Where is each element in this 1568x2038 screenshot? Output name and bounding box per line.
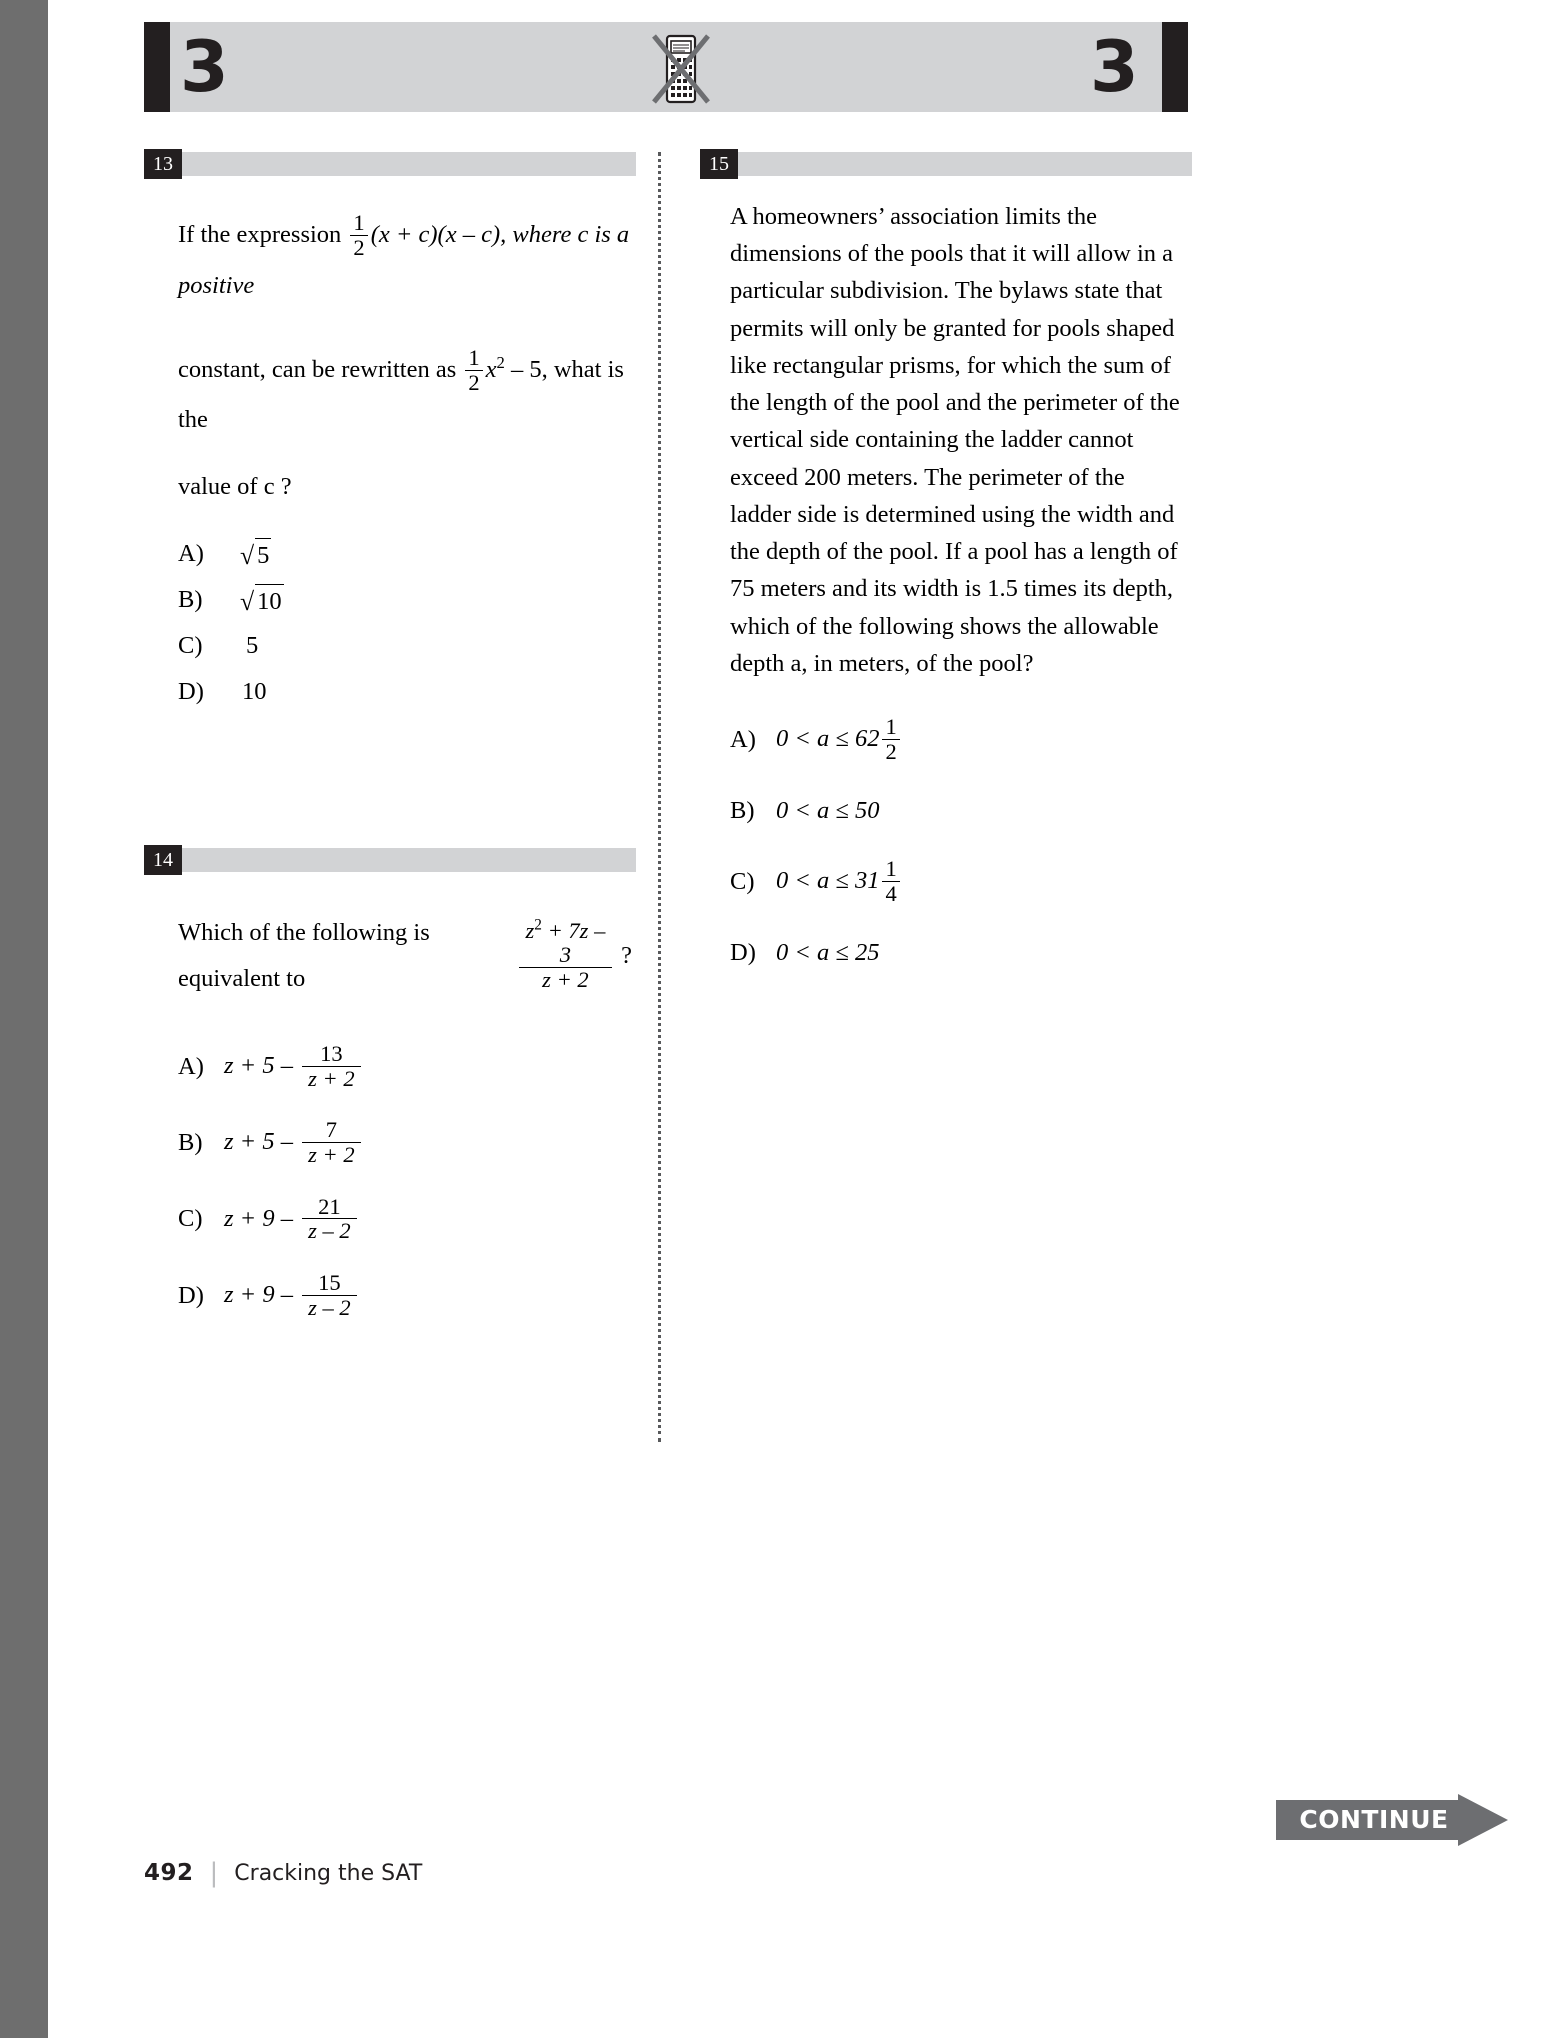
q14-choice-b-label: B): [178, 1129, 203, 1157]
q15-choice-c-den: 4: [885, 881, 897, 907]
q14-choice-c-fraction: [302, 1195, 357, 1243]
q14-choice-a-lead: z + 5 –: [224, 1051, 293, 1079]
q13-choice-b-label: B): [178, 586, 203, 614]
q14-choice-a-num: 13: [302, 1042, 361, 1067]
q14-choice-d-den: z – 2: [308, 1294, 351, 1320]
question-13: [144, 152, 636, 710]
q14-choice-a-label: A): [178, 1052, 204, 1080]
question-13-stem: [144, 210, 636, 512]
q15-choice-c-value: [776, 858, 1192, 906]
right-column: [700, 152, 1192, 1001]
q15-choice-c-lead: 0 < a ≤ 31: [776, 867, 880, 895]
q14-choice-d-label: D): [178, 1281, 204, 1309]
footer-separator: |: [209, 1858, 219, 1888]
q13-variable-x: x: [485, 355, 497, 383]
q14-choice-b-fraction: [302, 1118, 361, 1166]
q13-choice-b-value: [224, 584, 636, 618]
q14-choice-c-den: z – 2: [308, 1218, 351, 1244]
q15-choice-a-lead: 0 < a ≤ 62: [776, 724, 880, 752]
question-15-number: 15: [700, 149, 738, 179]
question-14-choice-b[interactable]: [178, 1119, 636, 1167]
q15-choice-a-num: 1: [882, 715, 899, 740]
q15-choice-a-value: [776, 716, 1192, 764]
q14-choice-a-value: [224, 1040, 636, 1091]
question-14: [144, 848, 636, 1320]
q13-frac1-numerator: 1: [350, 211, 367, 236]
q15-choice-c-label: C): [730, 868, 755, 896]
q13-choice-c-value: 5: [246, 632, 259, 660]
q13-stem-part1: If the expression: [178, 221, 342, 248]
q14-choice-a-fraction: [302, 1042, 361, 1090]
q13-choice-c-label: C): [178, 632, 203, 660]
no-calculator-icon: [642, 30, 720, 108]
sqrt-icon-b: √ 10: [238, 584, 284, 618]
question-13-choice-a[interactable]: [178, 538, 636, 572]
q13-fraction-one-half-a: [350, 211, 367, 259]
section-header-bar-right: [1162, 22, 1188, 112]
q14-stem-part2: ?: [621, 942, 632, 970]
question-15-passage: A homeowners’ association limits the dimensions of the pools that it will allow in a particular subdivision. The bylaws state that permits will only be granted for pools shaped like rectangular prisms, for which the sum of the length of the pool and the perimeter of the vertical side containing the ladder cannot exceed 200 meters. The perimeter of the ladder side is determined using the width and the depth of the pool. If a pool has a length of 75 meters and its width is 1.5 times its depth, which of the following shows the allowable depth a, in meters, of the pool?: [730, 203, 1180, 677]
q14-rational-expression: [519, 916, 612, 992]
q14-choice-d-fraction: [302, 1271, 357, 1319]
q14-numerator: [519, 916, 612, 967]
q14-numerator-exp: 2: [534, 916, 542, 934]
q15-choice-c-num: 1: [882, 857, 899, 882]
question-14-choice-c[interactable]: [178, 1193, 636, 1244]
question-15-choices: [700, 716, 1192, 971]
q13-choice-a-value: [224, 538, 636, 572]
q13-fraction-one-half-b: [465, 346, 482, 394]
q15-choice-b-value: 0 < a ≤ 50: [776, 797, 880, 825]
q15-choice-d-label: D): [730, 939, 756, 967]
footer-book-title: Cracking the SAT: [234, 1860, 423, 1886]
section-number-right: 3: [1090, 26, 1139, 108]
q13-frac1-denominator: 2: [353, 234, 365, 260]
q14-choice-b-lead: z + 5 –: [224, 1127, 293, 1155]
section-header-bar-left: [144, 22, 170, 112]
q13-choice-d-label: D): [178, 678, 204, 706]
q13-choice-a-label: A): [178, 540, 204, 568]
question-13-choices: [144, 538, 636, 710]
question-13-choice-c[interactable]: [178, 630, 636, 664]
q14-choice-a-den: z + 2: [308, 1065, 355, 1091]
q15-choice-a-den: 2: [885, 738, 897, 764]
q14-choice-d-num: 15: [302, 1271, 357, 1296]
continue-button-label: CONTINUE: [1299, 1805, 1449, 1834]
q14-choice-d-lead: z + 9 –: [224, 1280, 293, 1308]
question-14-choices: [144, 1040, 636, 1320]
q15-choice-c-fraction: [882, 857, 899, 905]
question-15-choice-b[interactable]: [730, 794, 1192, 828]
q13-frac2-denominator: 2: [468, 369, 480, 395]
question-14-choice-d[interactable]: [178, 1269, 636, 1320]
q15-choice-d-value: 0 < a ≤ 25: [776, 939, 880, 967]
continue-button[interactable]: [1276, 1794, 1508, 1846]
q14-choice-c-num: 21: [302, 1195, 357, 1220]
question-15: [700, 152, 1192, 971]
q14-choice-c-label: C): [178, 1205, 203, 1233]
q14-stem-part1: Which of the following is equivalent to: [178, 918, 430, 993]
q13-stem-part2: (x + c)(x – c), where c is a positive: [178, 221, 630, 299]
q13-exponent-2: 2: [496, 352, 505, 372]
question-14-choice-a[interactable]: [178, 1040, 636, 1091]
q13-stem-part6: value of c ?: [178, 472, 292, 500]
q14-choice-b-num: 7: [302, 1118, 361, 1143]
page-content-area: [48, 0, 1568, 2038]
q14-denominator: z + 2: [542, 966, 589, 992]
q13-choice-a-radicand: 5: [255, 538, 271, 572]
question-13-band: [144, 152, 636, 176]
column-divider: [658, 152, 661, 1442]
sqrt-icon-a: √ 5: [238, 538, 271, 572]
q15-choice-b-label: B): [730, 797, 755, 825]
question-15-choice-c[interactable]: [730, 858, 1192, 906]
q13-stem-part3: constant, can be rewritten as: [178, 355, 457, 383]
q13-stem-part5: – 5, what is the: [178, 355, 624, 434]
q15-choice-a-fraction: [882, 715, 899, 763]
left-column: [144, 152, 636, 1348]
page-left-gutter: [0, 0, 48, 2038]
continue-arrow-icon: [1458, 1794, 1508, 1846]
q14-choice-b-value: [224, 1119, 636, 1167]
q14-choice-b-den: z + 2: [308, 1141, 355, 1167]
q14-choice-c-value: [224, 1193, 636, 1244]
q14-choice-c-lead: z + 9 –: [224, 1204, 293, 1232]
q14-choice-d-value: [224, 1269, 636, 1320]
q13-choice-b-radicand: 10: [255, 584, 284, 618]
q14-numerator-var: z: [525, 918, 535, 944]
section-number-left: 3: [180, 26, 229, 108]
q13-choice-d-value: 10: [242, 678, 267, 706]
question-13-choice-b[interactable]: [178, 584, 636, 618]
question-15-band: [700, 152, 1192, 176]
q15-choice-a-label: A): [730, 725, 756, 753]
footer-page-number: 492: [144, 1860, 194, 1886]
page-footer: [144, 1858, 422, 1888]
question-15-choice-d[interactable]: [730, 937, 1192, 971]
question-14-band: [144, 848, 636, 872]
section-header: [144, 22, 1190, 112]
question-13-number: 13: [144, 149, 182, 179]
question-13-choice-d[interactable]: [178, 676, 636, 710]
question-15-choice-a[interactable]: [730, 716, 1192, 764]
question-14-stem: [144, 910, 636, 1003]
q14-numerator-rest: + 7z – 3: [547, 918, 606, 967]
q13-frac2-numerator: 1: [465, 346, 482, 371]
question-14-number: 14: [144, 845, 182, 875]
